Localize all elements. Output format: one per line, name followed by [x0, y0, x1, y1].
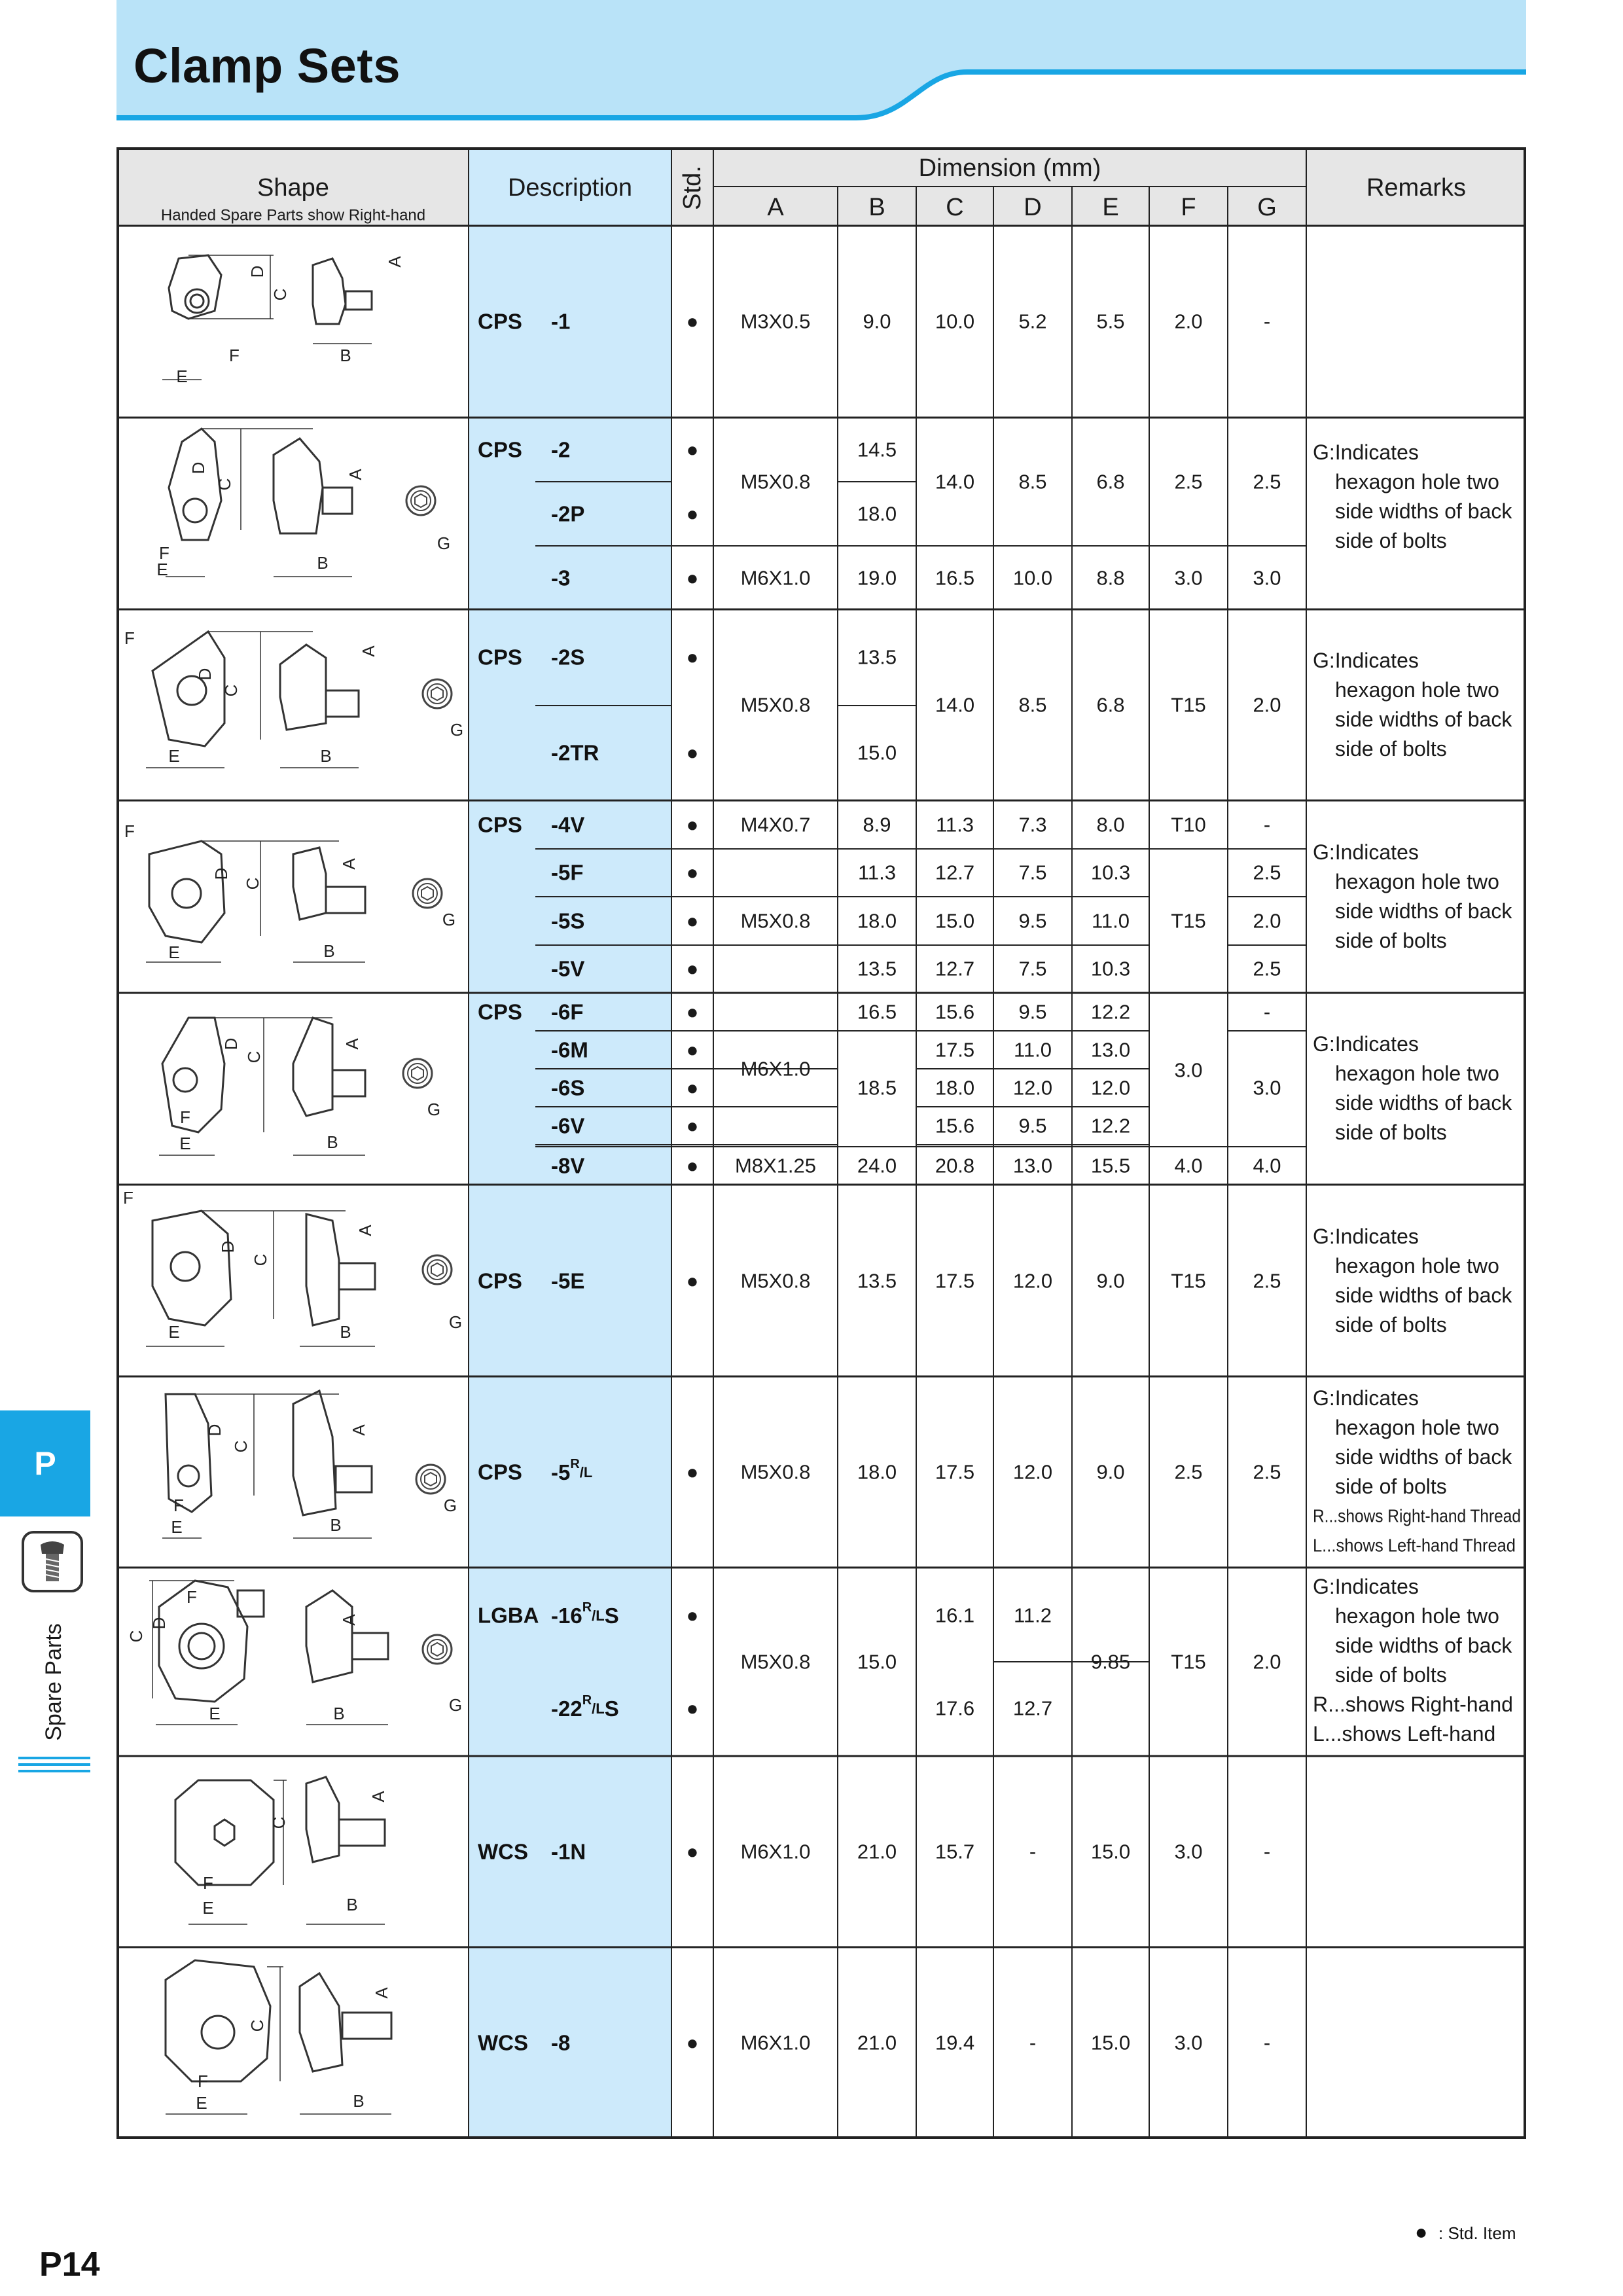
svg-text:C: C: [221, 684, 241, 697]
cell: 2.0: [1253, 909, 1281, 933]
cell: 2.5: [1253, 861, 1281, 884]
svg-text:side widths of back: side widths of back: [1335, 1091, 1512, 1115]
cell: 11.3: [935, 813, 974, 836]
cell: 20.8: [935, 1154, 975, 1177]
svg-text:E: E: [168, 942, 180, 962]
svg-text:G: G: [427, 1100, 441, 1119]
cell: 6.8: [1096, 693, 1125, 717]
cell: 15.5: [1090, 1154, 1131, 1177]
svg-text:Spare Parts: Spare Parts: [41, 1623, 66, 1741]
cell: 15.0: [857, 1650, 897, 1674]
svg-text:L...shows Left-hand Thread: L...shows Left-hand Thread: [1313, 1535, 1516, 1556]
svg-text:A: A: [342, 1038, 362, 1050]
cell: 7.3: [1018, 813, 1047, 836]
svg-text:side widths of back: side widths of back: [1335, 499, 1512, 523]
svg-text:A: A: [385, 256, 404, 268]
svg-text:C: C: [269, 1816, 289, 1829]
cell: 16.5: [857, 1000, 897, 1024]
svg-text:A: A: [368, 1791, 388, 1803]
svg-text:●: ●: [686, 1000, 699, 1024]
cell: M4X0.7: [740, 813, 811, 836]
svg-text:D: D: [195, 668, 215, 681]
svg-text:D: D: [205, 1424, 224, 1437]
svg-text:side widths of back: side widths of back: [1335, 1445, 1512, 1469]
svg-text:●: ●: [686, 861, 699, 884]
svg-text:G:Indicates: G:Indicates: [1313, 649, 1419, 672]
cell: 3.0: [1253, 566, 1281, 590]
svg-text:CPS: CPS: [478, 812, 522, 837]
cell: 9.0: [863, 310, 891, 333]
svg-text:CPS: CPS: [478, 645, 522, 670]
cell: 9.85: [1090, 1650, 1131, 1674]
svg-text:CPS: CPS: [478, 1268, 522, 1293]
svg-text:C: C: [244, 1050, 264, 1064]
cell: 16.1: [935, 1604, 975, 1627]
svg-text:E: E: [196, 2093, 207, 2113]
cell: 3.0: [1253, 1076, 1281, 1100]
header-remarks: Remarks: [1366, 174, 1467, 202]
svg-text:F: F: [173, 1496, 184, 1515]
svg-text:D: D: [149, 1617, 169, 1630]
cell: 9.5: [1018, 1000, 1047, 1024]
svg-text:G:Indicates: G:Indicates: [1313, 840, 1419, 864]
svg-text:C: C: [215, 478, 234, 491]
code: -5S: [551, 908, 585, 933]
cell: 2.0: [1253, 1650, 1281, 1674]
cell: 13.5: [857, 957, 897, 980]
bolt-icon: [21, 1530, 84, 1593]
cell: 12.0: [1012, 1269, 1053, 1293]
cell: 9.0: [1096, 1269, 1125, 1293]
svg-text:E: E: [156, 560, 168, 579]
svg-text:E: E: [202, 1898, 214, 1918]
svg-text:A: A: [359, 645, 378, 657]
svg-text:C: C: [247, 2019, 267, 2032]
cell: 17.5: [935, 1460, 975, 1484]
cell: 11.2: [1013, 1604, 1052, 1627]
cell: M8X1.25: [734, 1154, 817, 1177]
cell: 8.0: [1096, 813, 1125, 836]
svg-text:D: D: [221, 1037, 241, 1050]
cell: 7.5: [1018, 861, 1047, 884]
cell: T15: [1171, 909, 1206, 933]
svg-text:A: A: [346, 469, 365, 480]
svg-text:F: F: [180, 1107, 190, 1127]
cell: 9.5: [1018, 909, 1047, 933]
svg-text:B: B: [353, 2091, 365, 2111]
cell: 2.5: [1253, 1460, 1281, 1484]
cell: 7.5: [1018, 957, 1047, 980]
svg-text:side of bolts: side of bolts: [1335, 737, 1447, 761]
cell: M5X0.8: [740, 470, 811, 493]
cell: T10: [1171, 813, 1206, 836]
cell: -: [1029, 1840, 1037, 1863]
cell: 9.5: [1018, 1114, 1047, 1138]
cell: 14.0: [935, 470, 975, 493]
cell: 3.0: [1174, 1840, 1203, 1863]
cell: 12.0: [1090, 1076, 1131, 1100]
svg-text:●: ●: [686, 1460, 699, 1484]
svg-text:B: B: [323, 941, 335, 961]
svg-text:hexagon hole two: hexagon hole two: [1335, 1604, 1499, 1628]
cell: 3.0: [1174, 1058, 1203, 1082]
cell: 18.5: [857, 1076, 897, 1100]
svg-text:E: E: [171, 1517, 183, 1537]
svg-text:CPS: CPS: [478, 1460, 522, 1484]
svg-text:B: B: [330, 1515, 342, 1535]
header-shape: Shape: [257, 174, 329, 202]
svg-text:B: B: [327, 1132, 338, 1152]
svg-text:D: D: [211, 867, 231, 880]
cell: 12.7: [935, 861, 975, 884]
code: -6M: [551, 1037, 588, 1062]
svg-text:G: G: [448, 1695, 463, 1715]
page-number: P14: [39, 2246, 100, 2284]
cell: 6.8: [1096, 470, 1125, 493]
svg-text:CPS: CPS: [478, 437, 522, 462]
cell: 8.5: [1018, 470, 1047, 493]
svg-text:A: A: [339, 858, 359, 870]
code: -5E: [551, 1268, 585, 1293]
cell: T15: [1171, 1269, 1206, 1293]
remarks: [1313, 440, 1521, 1746]
header-dim-g: G: [1257, 194, 1277, 221]
cell: M5X0.8: [740, 693, 811, 717]
cell: 14.0: [935, 693, 975, 717]
code: -5F: [551, 860, 584, 885]
svg-text:C: C: [270, 288, 290, 301]
cell: M5X0.8: [740, 1460, 811, 1484]
svg-text:F: F: [124, 628, 135, 648]
dimension-values: [735, 310, 1281, 2054]
cell: 2.5: [1253, 1269, 1281, 1293]
cell: 3.0: [1174, 566, 1203, 590]
svg-text:E: E: [209, 1704, 221, 1723]
svg-text:G: G: [437, 533, 451, 553]
svg-text:side widths of back: side widths of back: [1335, 1283, 1512, 1307]
clamp-sets-table: [116, 147, 1526, 2139]
cell: -: [1263, 1000, 1271, 1024]
cell: 11.0: [1013, 1038, 1052, 1062]
cell: 9.0: [1096, 1460, 1125, 1484]
svg-text:hexagon hole two: hexagon hole two: [1335, 1254, 1499, 1278]
cell: 2.5: [1174, 470, 1203, 493]
svg-text:side of bolts: side of bolts: [1335, 529, 1447, 552]
header-description: Description: [507, 174, 633, 202]
header-dimension: Dimension (mm): [918, 154, 1101, 182]
cell: 15.6: [935, 1114, 975, 1138]
svg-text:side of bolts: side of bolts: [1335, 929, 1447, 952]
side-accent-lines: [18, 1754, 90, 1780]
svg-text:hexagon hole two: hexagon hole two: [1335, 678, 1499, 702]
cell: 12.0: [1012, 1076, 1053, 1100]
cell: 15.6: [935, 1000, 975, 1024]
svg-text:side of bolts: side of bolts: [1335, 1313, 1447, 1336]
cell: 18.0: [857, 1460, 897, 1484]
svg-text:F: F: [124, 821, 135, 841]
cell: T15: [1171, 1650, 1206, 1674]
svg-text:●: ●: [686, 1076, 699, 1100]
svg-text:●: ●: [686, 310, 699, 333]
side-tab-letter: P: [34, 1445, 56, 1482]
cell: 13.0: [1012, 1154, 1053, 1177]
code: -3: [551, 565, 571, 590]
cell: M6X1.0: [740, 1057, 811, 1081]
cell: 12.7: [935, 957, 975, 980]
svg-text:CPS: CPS: [478, 309, 522, 334]
svg-text:●: ●: [686, 1114, 699, 1138]
svg-text:F: F: [198, 2072, 208, 2091]
cell: 12.7: [1012, 1696, 1053, 1720]
svg-text:L...shows Left-hand: L...shows Left-hand: [1313, 1722, 1496, 1746]
cell: 2.0: [1253, 693, 1281, 717]
cell: M6X1.0: [740, 566, 811, 590]
cell: 3.0: [1174, 2031, 1203, 2054]
cell: 5.5: [1096, 310, 1125, 333]
svg-text:side of bolts: side of bolts: [1335, 1475, 1447, 1498]
cell: 13.5: [857, 1269, 897, 1293]
svg-text:E: E: [179, 1134, 191, 1153]
cell: 13.0: [1090, 1038, 1131, 1062]
svg-text:F: F: [159, 543, 169, 563]
cell: 12.0: [1012, 1460, 1053, 1484]
cell: -: [1029, 2031, 1037, 2054]
side-label: [41, 1617, 80, 1748]
svg-text:C: C: [231, 1440, 251, 1453]
svg-text:B: B: [320, 746, 332, 766]
code: -6F: [551, 999, 584, 1024]
svg-text:LGBA: LGBA: [478, 1603, 539, 1628]
svg-text:A: A: [372, 1987, 391, 1999]
svg-text:●: ●: [686, 1696, 699, 1720]
code: -2: [551, 437, 571, 462]
shape-lgba: [149, 1581, 388, 1725]
svg-text:●: ●: [686, 909, 699, 933]
page-title: Clamp Sets: [134, 39, 401, 93]
header-dim-a: A: [767, 194, 784, 221]
svg-text:side widths of back: side widths of back: [1335, 899, 1512, 923]
header-dim-b: B: [868, 194, 885, 221]
svg-text:CPS: CPS: [478, 999, 522, 1024]
cell: T15: [1171, 693, 1206, 717]
svg-text:G: G: [442, 910, 456, 929]
cell: 12.2: [1090, 1000, 1131, 1024]
svg-text:B: B: [340, 1322, 351, 1342]
svg-text:G:Indicates: G:Indicates: [1313, 1386, 1419, 1410]
cell: 18.0: [857, 909, 897, 933]
cell: 19.0: [857, 566, 897, 590]
cell: 11.3: [857, 861, 897, 884]
cell: 12.2: [1090, 1114, 1131, 1138]
code: -2TR: [551, 740, 599, 765]
cell: -: [1263, 310, 1271, 333]
code: $-16^R_{/L}S$: [551, 1600, 619, 1628]
svg-text:F: F: [187, 1587, 197, 1607]
svg-text:F: F: [229, 346, 240, 365]
svg-text:B: B: [340, 346, 351, 365]
cell: 10.0: [1012, 566, 1053, 590]
cell: 17.6: [935, 1696, 975, 1720]
svg-text:hexagon hole two: hexagon hole two: [1335, 470, 1499, 493]
svg-text:E: E: [168, 746, 180, 766]
svg-text:WCS: WCS: [478, 1839, 528, 1864]
cell: 21.0: [857, 1840, 897, 1863]
svg-text:C: C: [126, 1630, 146, 1643]
svg-text:●: ●: [686, 645, 699, 669]
svg-text:G:Indicates: G:Indicates: [1313, 1032, 1419, 1056]
svg-text:F: F: [123, 1188, 134, 1208]
cell: -: [1263, 2031, 1271, 2054]
svg-text:side of bolts: side of bolts: [1335, 1121, 1447, 1144]
header-shape-note: Handed Spare Parts show Right-hand: [160, 206, 426, 224]
svg-text:G: G: [448, 1312, 463, 1332]
svg-text:D: D: [218, 1240, 238, 1253]
svg-text:G: G: [450, 720, 464, 740]
svg-text:F: F: [203, 1873, 213, 1893]
header-dim-e: E: [1102, 194, 1119, 221]
svg-text:C: C: [251, 1253, 270, 1266]
svg-text:●: ●: [686, 1604, 699, 1627]
cell: 19.4: [935, 2031, 975, 2054]
svg-text:●: ●: [686, 1154, 699, 1177]
code: -6V: [551, 1113, 585, 1138]
cell: 15.0: [1090, 1840, 1131, 1863]
cell: M3X0.5: [740, 310, 811, 333]
cell: 5.2: [1018, 310, 1047, 333]
svg-text:D: D: [247, 265, 267, 278]
svg-text:A: A: [349, 1424, 368, 1436]
header-dim-f: F: [1181, 194, 1196, 221]
svg-text:A: A: [339, 1614, 359, 1626]
cell: M5X0.8: [740, 1269, 811, 1293]
code: -8: [551, 2030, 571, 2055]
svg-text:side widths of back: side widths of back: [1335, 1634, 1512, 1657]
cell: -: [1263, 1840, 1271, 1863]
cell: 15.7: [935, 1840, 975, 1863]
cell: 8.9: [863, 813, 891, 836]
svg-text:G: G: [443, 1496, 457, 1515]
svg-text:E: E: [168, 1322, 180, 1342]
cell: 2.5: [1174, 1460, 1203, 1484]
cell: -: [1263, 813, 1271, 836]
svg-text:●: ●: [686, 813, 699, 836]
svg-text:G:Indicates: G:Indicates: [1313, 440, 1419, 464]
cell: 18.0: [857, 502, 897, 526]
header-dim-c: C: [946, 194, 964, 221]
cell: 8.8: [1096, 566, 1125, 590]
svg-text:●: ●: [686, 957, 699, 980]
cell: 4.0: [1174, 1154, 1203, 1177]
svg-text:C: C: [243, 877, 262, 890]
code: -1N: [551, 1839, 586, 1864]
svg-text:E: E: [176, 367, 188, 386]
legend: [1414, 2219, 1531, 2245]
code: -6S: [551, 1075, 585, 1100]
svg-text:hexagon hole two: hexagon hole two: [1335, 1416, 1499, 1439]
svg-text:B: B: [333, 1704, 345, 1723]
cell: 11.0: [1091, 909, 1130, 933]
cell: M6X1.0: [740, 1840, 811, 1863]
cell: 2.5: [1253, 957, 1281, 980]
cell: 15.0: [935, 909, 975, 933]
svg-text:B: B: [317, 553, 329, 573]
code: -1: [551, 309, 571, 334]
svg-text:●: ●: [686, 438, 699, 461]
svg-text:●: ●: [686, 1269, 699, 1293]
cell: M5X0.8: [740, 1650, 811, 1674]
code: $-5^R_{/L}$: [551, 1457, 593, 1484]
code: -8V: [551, 1153, 585, 1178]
cell: 2.5: [1253, 470, 1281, 493]
cell: 10.0: [935, 310, 975, 333]
cell: 24.0: [857, 1154, 897, 1177]
svg-text:hexagon hole two: hexagon hole two: [1335, 870, 1499, 893]
cell: 13.5: [857, 645, 897, 669]
cell: 10.3: [1090, 861, 1131, 884]
cell: 4.0: [1253, 1154, 1281, 1177]
cell: 15.0: [857, 741, 897, 764]
code: $-22^R_{/L}S$: [551, 1693, 619, 1721]
cell: 14.5: [857, 438, 897, 461]
legend-bullet: ●: [1415, 2220, 1428, 2244]
svg-text:side widths of back: side widths of back: [1335, 708, 1512, 731]
cell: 10.3: [1090, 957, 1131, 980]
svg-text:G:Indicates: G:Indicates: [1313, 1225, 1419, 1248]
svg-text:●: ●: [686, 566, 699, 590]
cell: M5X0.8: [740, 909, 811, 933]
svg-text:G:Indicates: G:Indicates: [1313, 1575, 1419, 1598]
cell: M6X1.0: [740, 2031, 811, 2054]
svg-text:R...shows Right-hand: R...shows Right-hand: [1313, 1693, 1513, 1716]
code: -2P: [551, 501, 585, 526]
svg-text:●: ●: [686, 502, 699, 526]
svg-text:D: D: [188, 461, 208, 475]
cell: 17.5: [935, 1038, 975, 1062]
svg-text:WCS: WCS: [478, 2030, 528, 2055]
svg-text:hexagon hole two: hexagon hole two: [1335, 1062, 1499, 1085]
svg-text:●: ●: [686, 2031, 699, 2054]
cell: 16.5: [935, 566, 975, 590]
svg-text:●: ●: [686, 1038, 699, 1062]
cell: 15.0: [1090, 2031, 1131, 2054]
svg-text:B: B: [346, 1895, 358, 1914]
cell: 18.0: [935, 1076, 975, 1100]
cell: 17.5: [935, 1269, 975, 1293]
header-std: Std.: [679, 166, 706, 210]
svg-text:●: ●: [686, 741, 699, 764]
code: -5V: [551, 956, 585, 981]
svg-text:side of bolts: side of bolts: [1335, 1663, 1447, 1687]
svg-text:R...shows Right-hand Thread: R...shows Right-hand Thread: [1313, 1505, 1521, 1526]
svg-text:A: A: [355, 1225, 375, 1236]
svg-text:●: ●: [686, 1840, 699, 1863]
cell: 8.5: [1018, 693, 1047, 717]
cell: 21.0: [857, 2031, 897, 2054]
header-dim-d: D: [1024, 194, 1042, 221]
std-bullets: [687, 310, 699, 2054]
cell: 2.0: [1174, 310, 1203, 333]
code: -4V: [551, 812, 585, 837]
code: -2S: [551, 645, 585, 670]
legend-text: : Std. Item: [1438, 2223, 1516, 2243]
